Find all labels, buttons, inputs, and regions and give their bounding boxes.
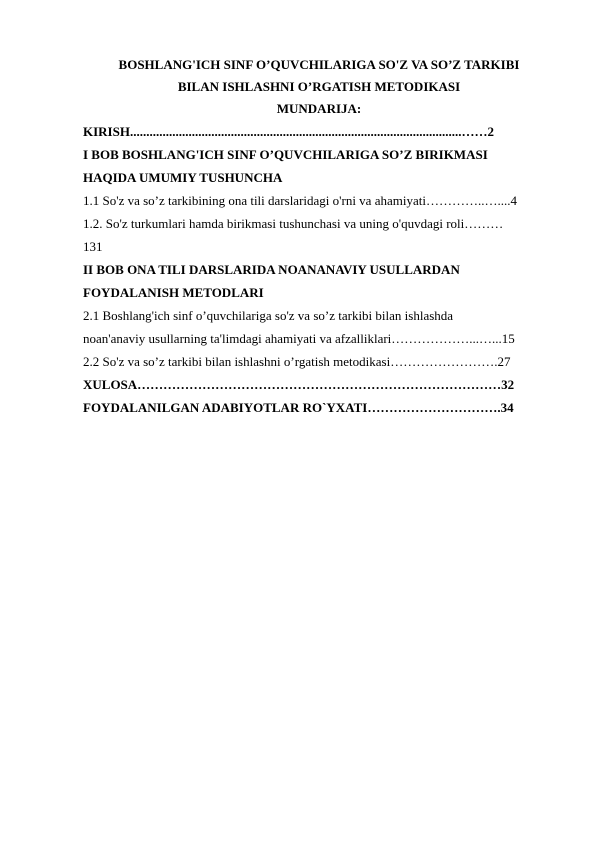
document-page [83,54,555,419]
toc-entry-1-2-page: 131 [83,239,103,254]
toc-entry-2-2: 2.2 So'z va so’z tarkibi bilan ishlashni o’rgatish metodikasi…………………….27 [83,354,511,369]
toc-chapter-2-title: II BOB ONA TILI DARSLARIDA NOANANAVIY USULLARDAN [83,262,460,277]
document-title-line-1: BOSHLANG'ICH SINF O’QUVCHILARIGA SO'Z VA SO’Z TARKIBI [118,57,520,72]
toc-chapter-1-title: I BOB BOSHLANG'ICH SINF O’QUVCHILARIGA SO’Z BIRIKMASI [83,147,488,162]
document-title-line-2: BILAN ISHLASHNI O’RGATISH METODIKASI [177,79,461,94]
toc-chapter-1-title-cont: HAQIDA UMUMIY TUSHUNCHA [83,170,283,185]
toc-chapter-2-title-cont: FOYDALANISH METODLARI [83,285,264,300]
toc-entry-2-1-cont: noan'anaviy usullarning ta'limdagi ahamiyati va afzalliklari………………...…...15 [83,331,515,346]
table-of-contents [83,120,555,419]
toc-entry-1-1: 1.1 So'z va so’z tarkibining ona tili darslaridagi o'rni va ahamiyati…………..…....4 [83,193,517,208]
toc-entry-xulosa: XULOSA…………………………………………………………………………32 [83,377,515,392]
toc-entry-1-2: 1.2. So'z turkumlari hamda birikmasi tushunchasi va uning o'quvdagi roli……… [83,216,504,231]
toc-heading: MUNDARIJA: [276,101,362,116]
toc-entry-2-1: 2.1 Boshlang'ich sinf o’quvchilariga so'z va so’z tarkibi bilan ishlashda [83,308,454,323]
toc-entry-kirish: KIRISH......................................................................................................……2 [83,124,494,139]
toc-entry-adabiyotlar: FOYDALANILGAN ADABIYOTLAR RO`YXATI………………………….34 [83,400,514,415]
